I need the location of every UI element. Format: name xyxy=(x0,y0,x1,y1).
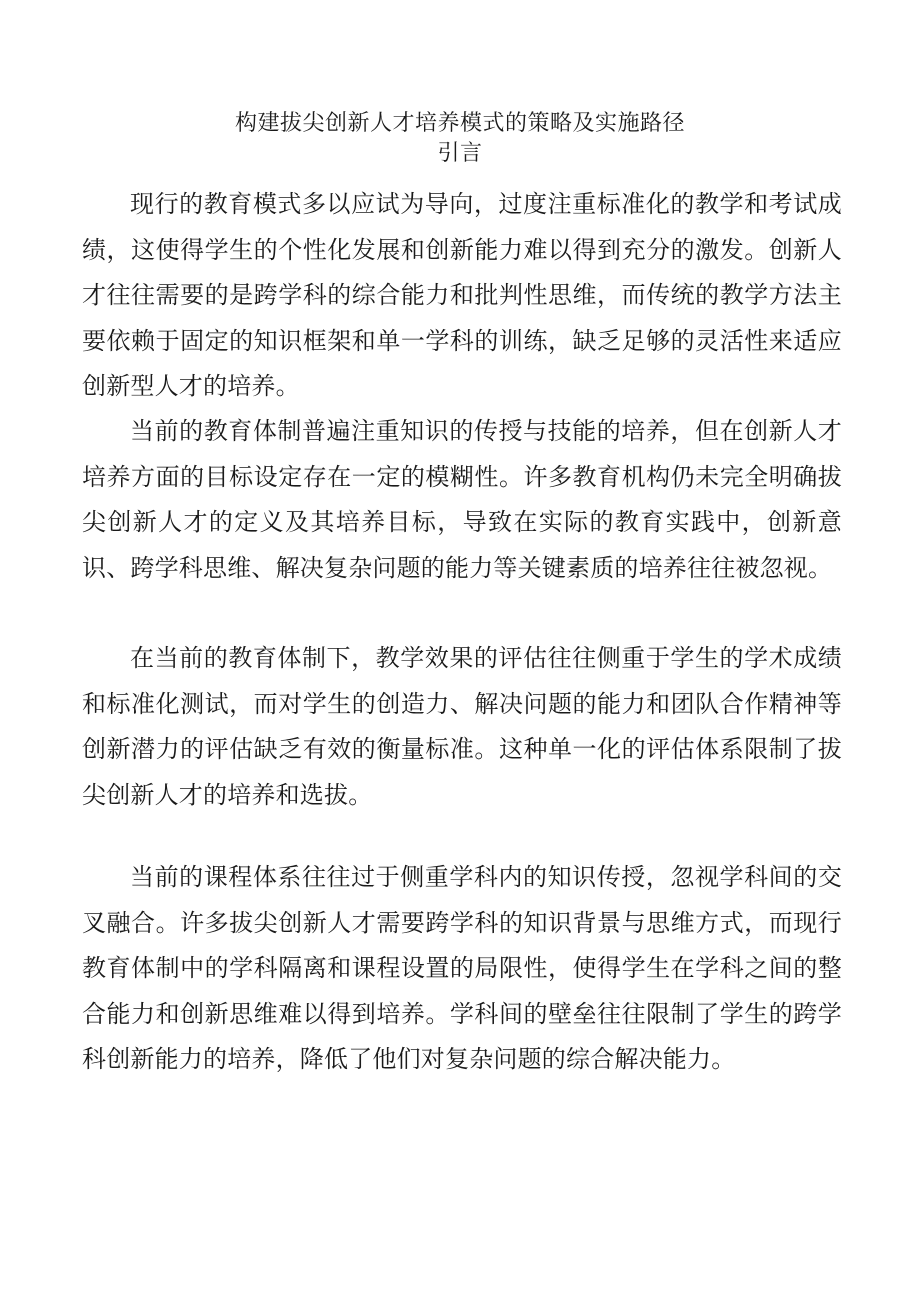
paragraph: 当前的教育体制普遍注重知识的传授与技能的培养，但在创新人才培养方面的目标设定存在一定的模糊性。许多教育机构仍未完全明确拔尖创新人才的定义及其培养目标，导致在实际的教育实践中，创新意识、跨学科思维、解决复杂问题的能力等关键素质的培养往往被忽视。 xyxy=(82,417,842,582)
paragraph: 在当前的教育体制下，教学效果的评估往往侧重于学生的学术成绩和标准化测试，而对学生的创造力、解决问题的能力和团队合作精神等创新潜力的评估缺乏有效的衡量标准。这种单一化的评估体系限制了拔尖创新人才的培养和选拔。 xyxy=(82,644,842,809)
paragraph: 现行的教育模式多以应试为导向，过度注重标准化的教学和考试成绩，这使得学生的个性化发展和创新能力难以得到充分的激发。创新人才往往需要的是跨学科的综合能力和批判性思维，而传统的教学方法主要依赖于固定的知识框架和单一学科的训练，缺乏足够的灵活性来适应创新型人才的培养。 xyxy=(82,190,842,400)
paragraph: 当前的课程体系往往过于侧重学科内的知识传授，忽视学科间的交叉融合。许多拔尖创新人才需要跨学科的知识背景与思维方式，而现行教育体制中的学科隔离和课程设置的局限性，使得学生在学科之间的整合能力和创新思维难以得到培养。学科间的壁垒往往限制了学生的跨学科创新能力的培养，降低了他们对复杂问题的综合解决能力。 xyxy=(82,863,842,1073)
document-title: 构建拔尖创新人才培养模式的策略及实施路径 xyxy=(234,111,685,136)
section-heading: 引言 xyxy=(437,141,483,166)
